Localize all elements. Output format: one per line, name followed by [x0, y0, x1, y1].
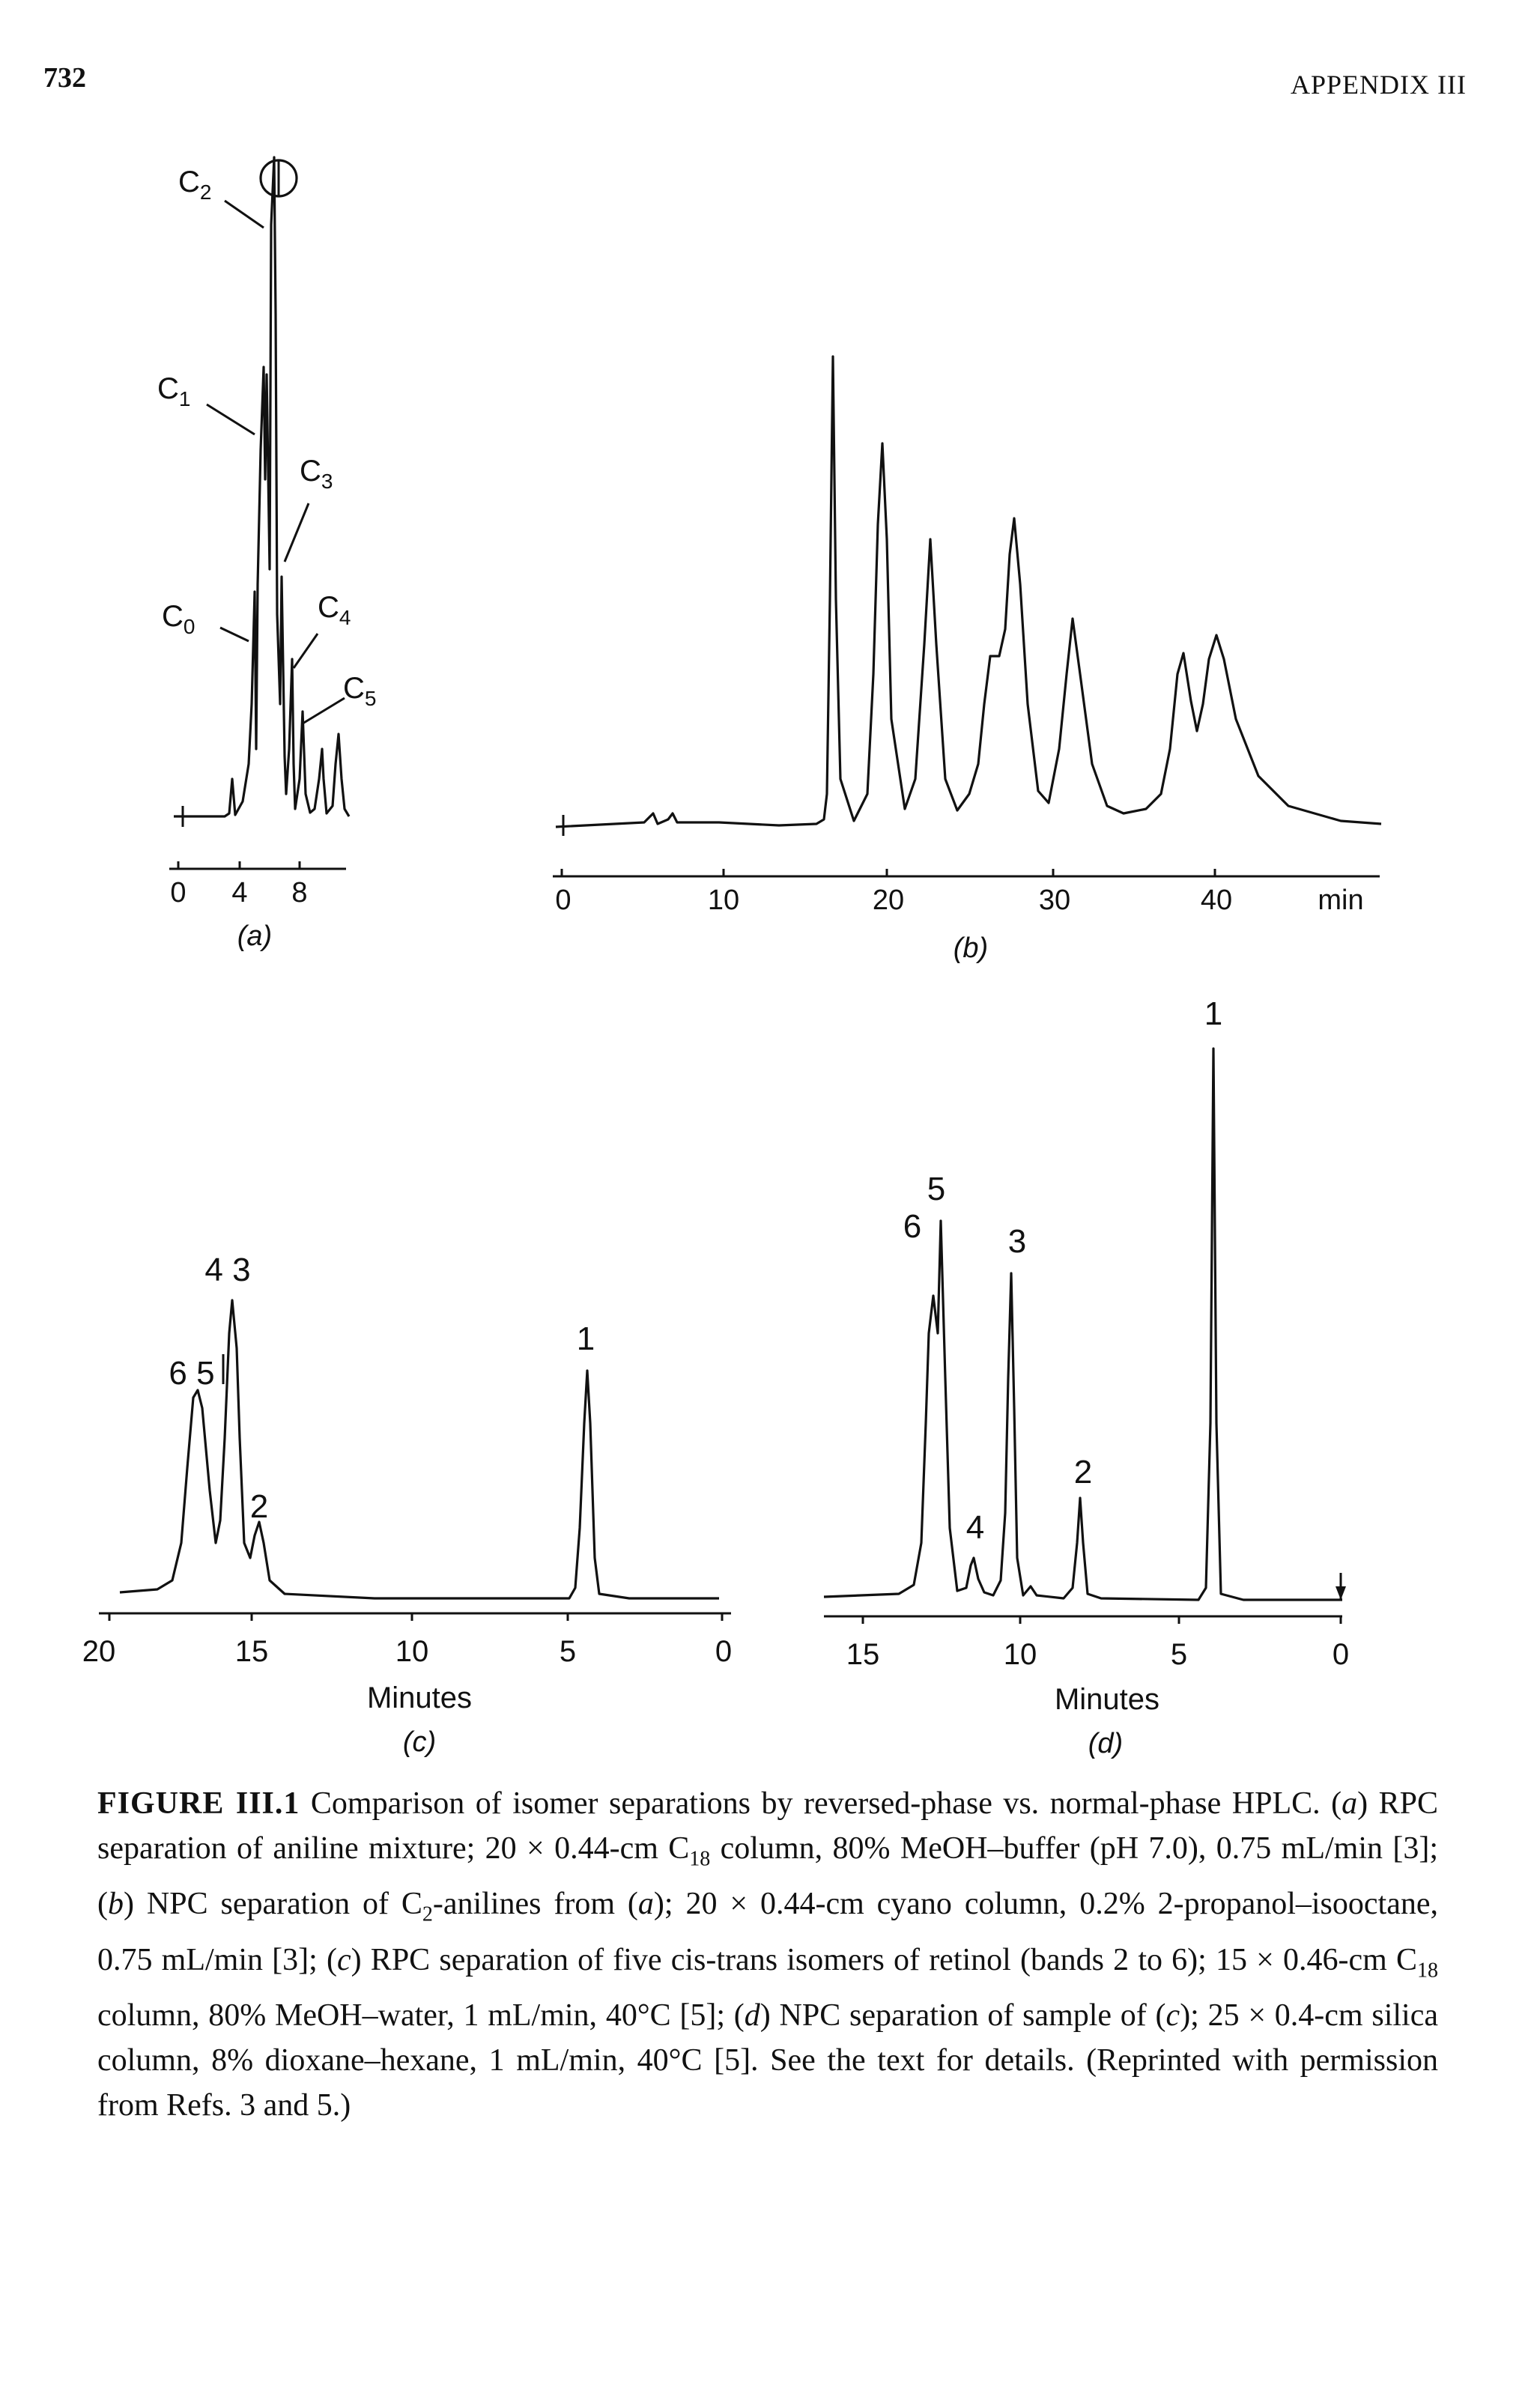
panel-c-tick-label: 0	[715, 1635, 733, 1668]
panel-b-tick-label: 20	[872, 885, 905, 916]
panel-a-tick-label: 0	[170, 877, 187, 909]
caption-segment: ) RPC separation of five cis-trans isomers of retinol (bands 2 to 6); 15 × 0.46-cm C	[351, 1942, 1417, 1977]
caption-segment: d	[744, 1998, 760, 2034]
panel-b-tick-label: 10	[707, 885, 740, 916]
peak-label-1: 1	[1204, 995, 1223, 1032]
panel-c-tick-label: 10	[395, 1635, 429, 1668]
panel-d-tick-label: 15	[846, 1638, 880, 1671]
leader-c3	[285, 503, 309, 562]
caption-segment: b	[108, 1887, 124, 1922]
caption-segment: ) NPC separation of C	[124, 1887, 422, 1922]
panel-c-tick-label: 15	[234, 1635, 269, 1668]
page-number: 732	[43, 62, 86, 94]
peak-label-c4: $C_4$	[318, 591, 351, 629]
caption-segment: ) NPC separation of sample of (	[760, 1998, 1166, 2034]
running-head: APPENDIX III	[1291, 70, 1467, 100]
caption-segment: ) RPC separation of aniline mixture; 20 × 0.44-cm C	[97, 1786, 1439, 1866]
leader-c5	[303, 698, 345, 724]
caption-segment: a	[1342, 1786, 1358, 1821]
peak-label-c5: $C_5$	[343, 672, 377, 710]
peak-label-c1: $C_1$	[157, 372, 191, 410]
caption-segment: a	[637, 1887, 654, 1922]
peak-label-2: 2	[1073, 1454, 1093, 1490]
panel-d-trace	[824, 1049, 1342, 1600]
panel-a-label: (a)	[237, 921, 273, 952]
peak-label-6: 6	[903, 1208, 922, 1245]
peak-label-4: 4	[965, 1509, 985, 1546]
panel-c-label: (c)	[402, 1726, 437, 1758]
caption-segment: 18	[1417, 1959, 1438, 1983]
peak-label-c0: $C_0$	[162, 600, 195, 638]
panel-c-trace	[120, 1300, 719, 1598]
peak-label-4-3: 4 3	[204, 1252, 251, 1288]
panel-b-tick-label: 0	[555, 885, 572, 916]
panel-b-chromatogram	[553, 357, 1381, 964]
leader-c1	[207, 404, 255, 434]
panel-b-trace	[556, 357, 1381, 827]
panel-a-tick-label: 4	[231, 877, 248, 909]
caption-segment: ); 25 × 0.4-cm silica column, 8% dioxane–hexane, 1 mL/min, 40°C [5]. See the text for details. (Reprinted with permission from Refs. 3 and 5.)	[97, 1998, 1438, 2123]
panel-b-unit-label: min	[1318, 885, 1364, 916]
peak-label-6-5: 6 5	[169, 1355, 215, 1392]
caption-segment: 18	[689, 1847, 711, 1871]
panel-d-label: (d)	[1088, 1728, 1124, 1759]
panel-b-tick-label: 40	[1200, 885, 1233, 916]
caption-segment: column, 80% MeOH–water, 1 mL/min, 40°C [5]; (	[97, 1998, 745, 2034]
panel-b-label: (b)	[953, 932, 989, 964]
leader-c4	[294, 634, 318, 668]
panel-c-chromatogram	[82, 1252, 732, 1758]
leader-c2	[225, 201, 264, 228]
caption-text	[97, 1786, 1438, 2123]
figure-label: FIGURE III.1	[97, 1786, 300, 1821]
panel-c-axis-title: Minutes	[366, 1681, 473, 1714]
caption-segment: -anilines from (	[432, 1887, 638, 1922]
peak-label-3: 3	[1007, 1223, 1027, 1260]
caption-segment: c	[336, 1942, 351, 1977]
peak-label-c2: $C_2$	[178, 166, 212, 204]
caption-segment: c	[1165, 1998, 1180, 2034]
caption-segment: column, 80% MeOH–buffer (pH 7.0), 0.75 mL/min [3]; (	[97, 1831, 1438, 1922]
peak-label-1: 1	[576, 1320, 595, 1357]
panel-d-axis-title: Minutes	[1054, 1683, 1160, 1716]
caption-segment: 2	[422, 1902, 433, 1926]
panel-a-tick-label: 8	[291, 877, 308, 909]
figure-caption	[97, 1781, 1438, 2128]
caption-segment: ); 20 × 0.44-cm cyano column, 0.2% 2-propanol–isooctane, 0.75 mL/min [3]; (	[97, 1887, 1438, 1977]
peak-label-c3: $C_3$	[300, 455, 333, 493]
panel-d-tick-label: 10	[1003, 1638, 1037, 1671]
panel-d-tick-label: 0	[1332, 1638, 1350, 1671]
panel-d-chromatogram	[824, 995, 1349, 1759]
caption-segment: Comparison of isomer separations by reversed-phase vs. normal-phase HPLC. (	[300, 1786, 1342, 1821]
peak-label-2: 2	[249, 1488, 269, 1525]
peak-label-5: 5	[927, 1171, 946, 1207]
arrow-down-icon	[1336, 1586, 1346, 1600]
panel-c-tick-label: 20	[82, 1635, 116, 1668]
panel-c-tick-label: 5	[559, 1635, 577, 1668]
panel-a-chromatogram	[157, 157, 376, 952]
panel-d-tick-label: 5	[1170, 1638, 1188, 1671]
leader-c0	[220, 628, 249, 641]
panel-b-tick-label: 30	[1038, 885, 1071, 916]
